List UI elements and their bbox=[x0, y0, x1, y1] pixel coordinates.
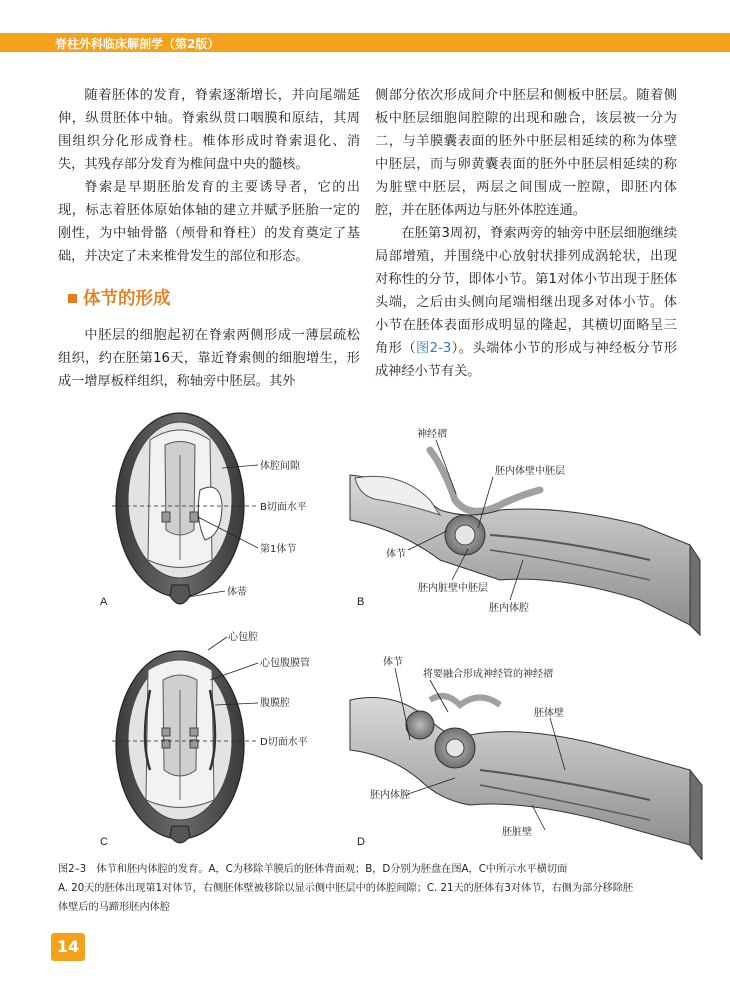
label-intraembryonic-coelom-d: 胚内体腔 bbox=[370, 790, 410, 801]
label-neural-fold: 神经褶 bbox=[417, 429, 447, 440]
paragraph: 中胚层的细胞起初在脊索两侧形成一薄层疏松组织，约在胚第16天，靠近脊索侧的细胞增生，形成一增厚板样组织，称轴旁中胚层。其外 bbox=[58, 328, 360, 389]
label-pericardial-cavity: 心包腔 bbox=[228, 632, 258, 643]
paragraph-text: 在胚第3周初，脊索两旁的轴旁中胚层细胞继续局部增殖，并围绕中心放射状排列成涡轮状，出现对称性的分节，即体小节。第1对体小节出现于胚体头端，之后由头侧向尾端相继出现多对体小节。体小节在胚体表面形成明显的隆起，其横切面略呈三角形（ bbox=[375, 226, 677, 356]
paragraph: 随着胚体的发育，脊索逐渐增长，并向尾端延伸，纵贯胚体中轴。脊索纵贯口咽膜和原结，其周围组织分化形成脊柱。椎体形成时脊索退化、消失，其残存部分发育为椎间盘中央的髓核。 bbox=[58, 88, 360, 172]
label-body-wall: 胚体壁 bbox=[534, 708, 564, 719]
label-peritoneal-cavity: 腹膜腔 bbox=[260, 698, 290, 709]
label-intraembryonic-splanchnic-mesoderm: 胚内脏壁中胚层 bbox=[418, 583, 488, 594]
label-section-level-d: D切面水平 bbox=[260, 737, 308, 748]
paragraph-text: ）。头端体小节的形成与神经板分节形成神经小节有关。 bbox=[375, 341, 678, 379]
label-first-somite: 第1体节 bbox=[260, 544, 297, 555]
label-section-level-b: B切面水平 bbox=[260, 502, 307, 513]
caption-line: 图2–3 体节和胚内体腔的发育。A，C为移除羊膜后的胚体背面观；B，D分别为胚盘在图A，C中所示水平横切面 bbox=[58, 864, 568, 875]
panel-c-illustration bbox=[116, 651, 244, 843]
label-neural-folds-fusing: 将要融合形成神经管的神经褶 bbox=[423, 669, 553, 680]
page-number: 14 bbox=[51, 933, 85, 961]
caption-line: 体壁后的马蹄形胚内体腔 bbox=[58, 902, 171, 913]
label-coelomic-space: 体腔间隙 bbox=[260, 461, 300, 472]
label-intraembryonic-coelom: 胚内体腔 bbox=[489, 603, 529, 614]
paragraph: 侧部分依次形成间介中胚层和侧板中胚层。随着侧板中胚层细胞间腔隙的出现和融合，该层被一分为二，与羊膜囊表面的胚外中胚层相延续的称为体壁中胚层，而与卵黄囊表面的胚外中胚层相延续的称为脏壁中胚层，两层之间围成一腔隙，即胚内体腔，并在胚体两边与胚外体腔连通。 bbox=[375, 88, 677, 218]
label-gut-wall: 胚脏壁 bbox=[502, 827, 532, 838]
caption-line: A. 20天的胚体出现第1对体节，右侧胚体壁被移除以显示侧中胚层中的体腔间隙；C. 21天的胚体有3对体节，右侧为部分移除胚 bbox=[58, 883, 634, 894]
label-somite-d: 体节 bbox=[383, 657, 403, 668]
paragraph: 脊索是早期胚胎发育的主要诱导者，它的出现，标志着胚体原始体轴的建立并赋予胚胎一定的刚性，为中轴骨骼（颅骨和脊柱）的发育奠定了基础，并决定了未来椎骨发生的部位和形态。 bbox=[58, 180, 360, 264]
label-connecting-stalk: 体蒂 bbox=[227, 587, 247, 598]
panel-letter-a: A bbox=[100, 596, 108, 608]
figure-caption bbox=[58, 860, 678, 917]
section-title: 体节的形成 bbox=[83, 289, 171, 309]
label-intraembryonic-somatic-mesoderm: 胚内体壁中胚层 bbox=[495, 466, 565, 477]
label-pericardioperitoneal-canal: 心包腹膜管 bbox=[260, 658, 310, 669]
panel-a-illustration bbox=[116, 413, 244, 604]
panel-letter-d: D bbox=[357, 836, 365, 848]
figure-reference-link[interactable]: 图2-3 bbox=[416, 341, 452, 356]
panel-letter-c: C bbox=[100, 836, 108, 848]
running-header-title: 脊柱外科临床解剖学（第2版） bbox=[55, 37, 220, 51]
label-somite: 体节 bbox=[386, 549, 406, 560]
panel-letter-b: B bbox=[357, 596, 365, 608]
